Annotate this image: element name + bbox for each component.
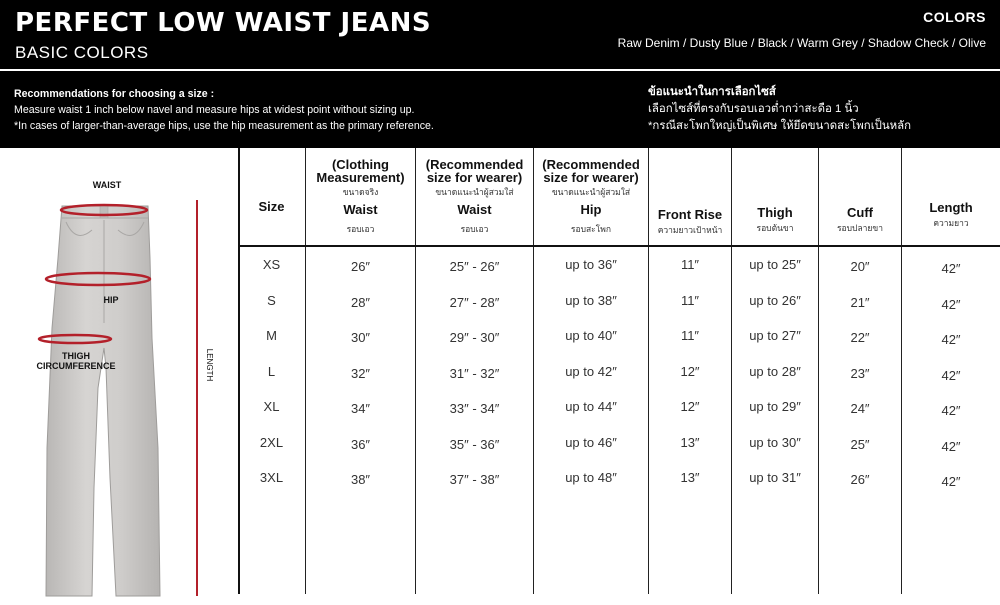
cell-cuff: 25″ xyxy=(850,436,870,452)
header-cuff-sub: รอบปลายขา xyxy=(836,223,883,233)
header-size xyxy=(238,200,305,213)
header-thigh-sub: รอบต้นขา xyxy=(756,223,794,233)
cell-waist-rec: 25″ - 26″ xyxy=(449,259,500,274)
cell-size: XL xyxy=(263,399,280,414)
cell-hip: up to 40″ xyxy=(565,328,617,343)
cell-rise: 13″ xyxy=(680,434,700,450)
cell-size: XS xyxy=(262,257,281,272)
cell-thigh: up to 28″ xyxy=(749,363,801,379)
cell-hip: up to 38″ xyxy=(565,292,617,308)
hip-label: HIP xyxy=(103,295,119,305)
cell-cuff: 24″ xyxy=(850,401,870,416)
header-divider xyxy=(0,69,1000,71)
cell-waist-rec: 37″ - 38″ xyxy=(449,472,500,487)
header-length xyxy=(902,201,1000,228)
recommendations-en-line: Measure waist 1 inch below navel and measure hips at widest point without sizing up. xyxy=(14,104,415,116)
header-hip-sub: รอบสะโพก xyxy=(570,224,612,234)
header-hip-top: (Recommended size for wearer) xyxy=(542,157,640,185)
header-waist-actual-th: ขนาดจริง xyxy=(342,187,379,197)
cell-rise: 11″ xyxy=(680,292,700,308)
cell-rise: 13″ xyxy=(680,470,700,485)
header-waist-actual-top: (Clothing Measurement) xyxy=(316,157,405,185)
cell-hip: up to 48″ xyxy=(565,470,617,485)
thigh-label xyxy=(26,351,126,371)
header-front-rise-sub: ความยาวเป้าหน้า xyxy=(657,225,723,235)
colors-list: Raw Denim / Dusty Blue / Black / Warm Grey / Shadow Check / Olive xyxy=(617,36,986,50)
recommendations-en xyxy=(14,86,434,134)
header-waist-rec-top: (Recommended size for wearer) xyxy=(425,157,524,185)
cell-waist-rec: 27″ - 28″ xyxy=(449,294,500,310)
page-subtitle: BASIC COLORS xyxy=(15,43,149,62)
cell-hip: up to 36″ xyxy=(565,257,617,272)
cell-thigh: up to 25″ xyxy=(749,257,801,272)
recommendations-th-line: เลือกไซส์ที่ตรงกับรอบเอวต่ำกว่าสะดือ 1 นิ้ว xyxy=(648,103,859,115)
cell-rise: 11″ xyxy=(680,328,700,343)
header-size-label: Size xyxy=(258,199,285,214)
cell-cuff: 23″ xyxy=(850,365,870,381)
header-front-rise xyxy=(649,208,731,235)
jeans-illustration xyxy=(0,148,238,600)
cell-length: 42″ xyxy=(941,296,961,312)
cell-waist-rec: 31″ - 32″ xyxy=(449,365,500,381)
cell-waist-actual: 34″ xyxy=(350,401,371,416)
recommendations-th-line: *กรณีสะโพกใหญ่เป็นพิเศษ ให้ยึดขนาดสะโพกเป็นหลัก xyxy=(648,120,911,132)
header-thigh xyxy=(732,206,818,233)
cell-cuff: 26″ xyxy=(850,472,870,487)
header-hip-main: Hip xyxy=(580,202,602,217)
cell-length: 42″ xyxy=(941,261,961,276)
recommendations-en-line: *In cases of larger-than-average hips, use the hip measurement as the primary reference. xyxy=(14,120,434,132)
cell-hip: up to 42″ xyxy=(565,363,617,379)
cell-cuff: 21″ xyxy=(850,294,870,310)
cell-thigh: up to 30″ xyxy=(749,434,801,450)
cell-waist-rec: 29″ - 30″ xyxy=(449,330,500,345)
cell-rise: 12″ xyxy=(680,363,700,379)
colors-title: COLORS xyxy=(923,9,986,25)
thigh-label-line: THIGH xyxy=(62,351,90,361)
cell-rise: 12″ xyxy=(680,399,700,414)
cell-cuff: 22″ xyxy=(850,330,870,345)
cell-thigh: up to 29″ xyxy=(749,399,801,414)
header-front-rise-main: Front Rise xyxy=(657,207,723,222)
size-table xyxy=(238,148,1000,600)
cell-size: M xyxy=(266,328,277,343)
cell-waist-actual: 30″ xyxy=(350,330,371,345)
header-waist-rec-main: Waist xyxy=(457,202,492,217)
header-cuff xyxy=(819,206,901,233)
cell-size: L xyxy=(267,363,276,379)
header-length-sub: ความยาว xyxy=(933,218,969,228)
header-waist-rec-sub: รอบเอว xyxy=(460,224,489,234)
cell-length: 42″ xyxy=(941,438,961,454)
header-waist-actual xyxy=(306,158,415,234)
jeans-measurement-figure xyxy=(0,148,238,600)
cell-length: 42″ xyxy=(941,474,961,489)
cell-hip: up to 46″ xyxy=(565,434,617,450)
cell-waist-actual: 32″ xyxy=(350,365,371,381)
header-waist-actual-main: Waist xyxy=(343,202,378,217)
cell-length: 42″ xyxy=(941,367,961,383)
cell-length: 42″ xyxy=(941,332,961,347)
header-hip xyxy=(534,158,648,234)
cell-waist-actual: 26″ xyxy=(350,259,371,274)
header-underline xyxy=(238,245,1000,247)
length-label: LENGTH xyxy=(205,348,214,382)
cell-waist-actual: 28″ xyxy=(350,294,371,310)
header-waist-rec-th: ขนาดแนะนำผู้สวมใส่ xyxy=(435,187,514,197)
page-title: PERFECT LOW WAIST JEANS xyxy=(15,8,432,38)
header-waist-recommended xyxy=(416,158,533,234)
cell-hip: up to 44″ xyxy=(565,399,617,414)
cell-cuff: 20″ xyxy=(850,259,870,274)
recommendations-en-title: Recommendations for choosing a size : xyxy=(14,88,215,100)
thigh-label-line: CIRCUMFERENCE xyxy=(36,361,116,371)
cell-thigh: up to 27″ xyxy=(749,328,801,343)
header-banner xyxy=(0,0,1000,148)
cell-length: 42″ xyxy=(941,403,961,418)
recommendations-th-title: ข้อแนะนำในการเลือกไซส์ xyxy=(648,86,776,98)
header-thigh-main: Thigh xyxy=(757,205,793,220)
waist-label: WAIST xyxy=(92,180,122,190)
cell-rise: 11″ xyxy=(680,257,700,272)
cell-thigh: up to 31″ xyxy=(749,470,801,485)
cell-waist-actual: 38″ xyxy=(350,472,371,487)
recommendations-th xyxy=(648,84,911,135)
header-cuff-main: Cuff xyxy=(847,205,873,220)
cell-size: S xyxy=(267,292,276,308)
header-waist-actual-sub: รอบเอว xyxy=(346,224,375,234)
header-length-main: Length xyxy=(929,200,973,215)
cell-waist-rec: 35″ - 36″ xyxy=(449,436,500,452)
jeans-shape xyxy=(46,206,160,596)
header-hip-th: ขนาดแนะนำผู้สวมใส่ xyxy=(551,187,631,197)
cell-thigh: up to 26″ xyxy=(749,292,801,308)
cell-waist-rec: 33″ - 34″ xyxy=(449,401,500,416)
cell-size: 2XL xyxy=(259,434,284,450)
cell-size: 3XL xyxy=(259,470,284,485)
cell-waist-actual: 36″ xyxy=(350,436,371,452)
